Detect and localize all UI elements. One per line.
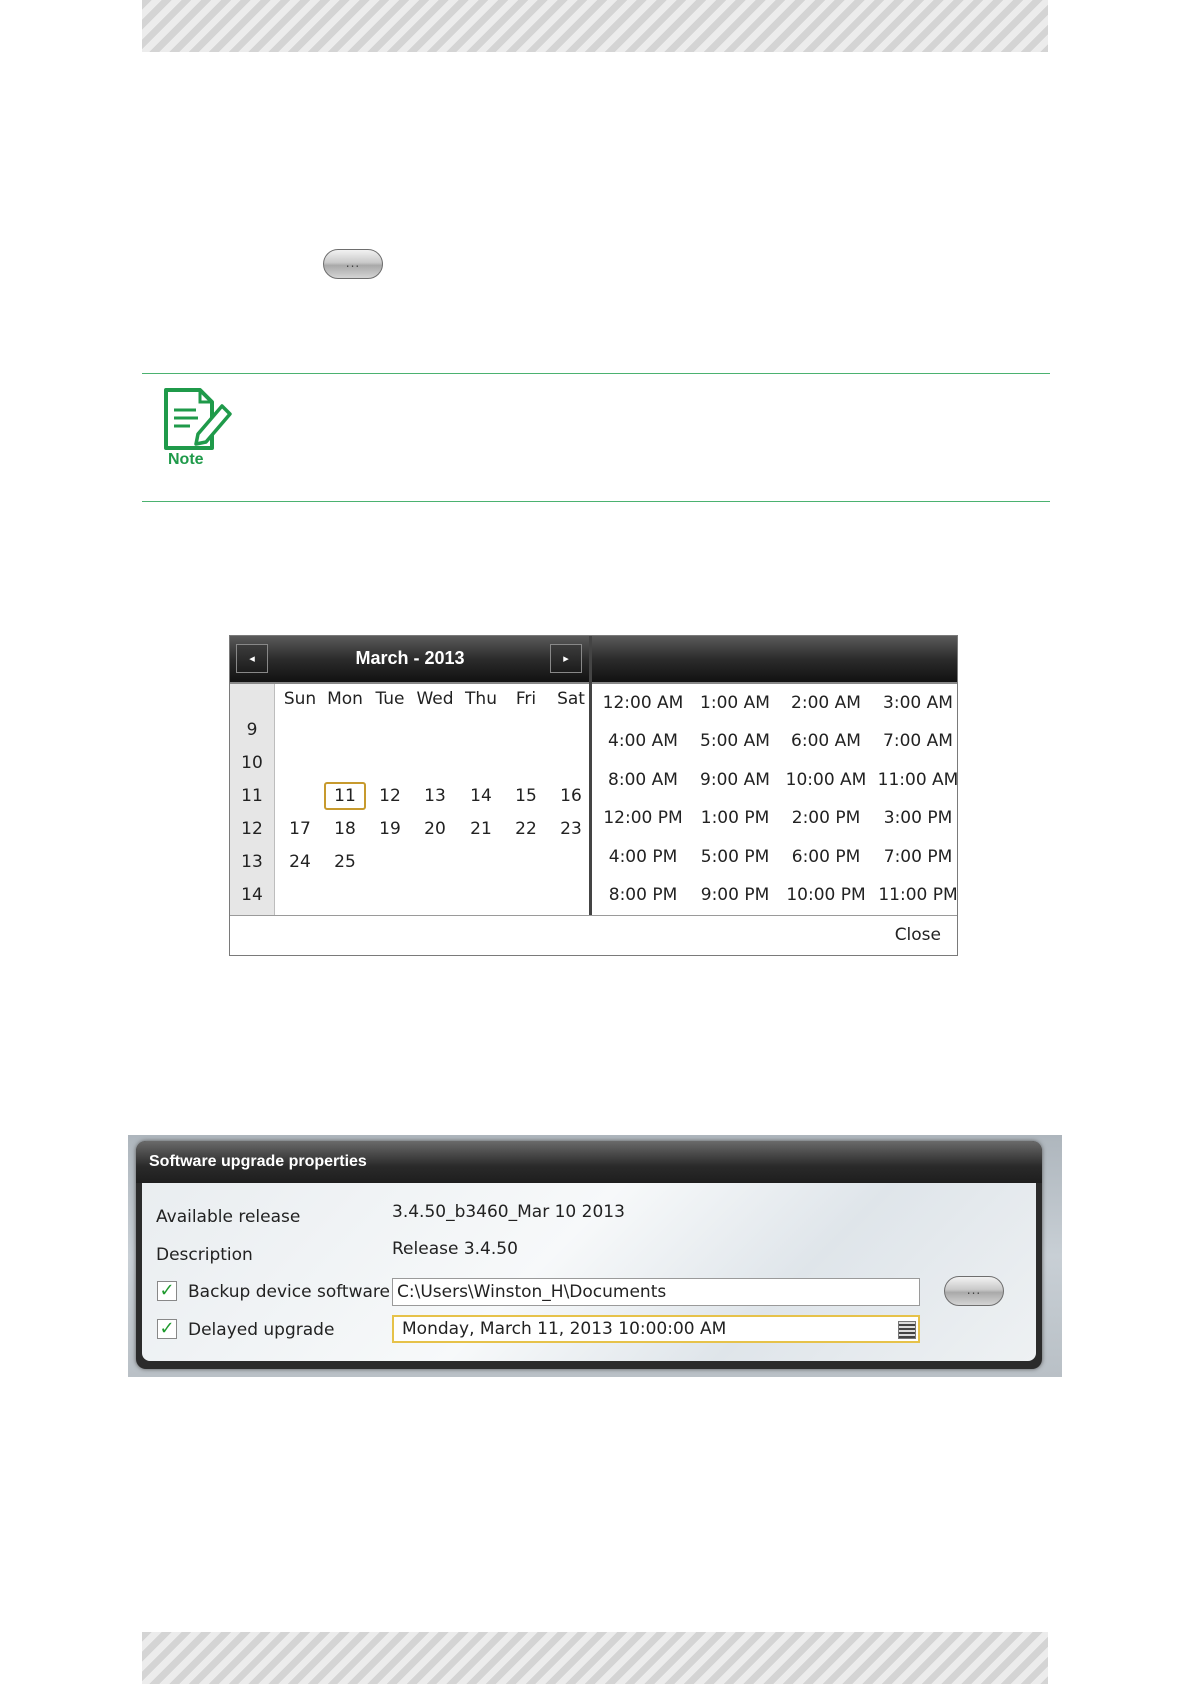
calendar-icon[interactable] <box>898 1321 916 1339</box>
time-option[interactable]: 5:00 PM <box>700 847 770 867</box>
prev-month-button[interactable] <box>236 644 268 673</box>
check-icon: ✓ <box>159 1280 175 1301</box>
time-option[interactable]: 2:00 AM <box>791 693 861 713</box>
software-upgrade-properties <box>128 1135 1062 1377</box>
calendar-day-selected[interactable]: 11 <box>324 782 366 810</box>
day-name-mon: Mon <box>327 689 363 709</box>
note-top-rule <box>142 373 1050 374</box>
properties-title-bar <box>136 1141 1042 1183</box>
week-number: 13 <box>241 852 263 872</box>
day-name-sat: Sat <box>557 689 585 709</box>
note-icon <box>160 388 236 452</box>
calendar-day[interactable]: 15 <box>515 786 537 806</box>
time-option[interactable]: 10:00 PM <box>786 885 866 905</box>
backup-checkbox[interactable] <box>157 1281 177 1301</box>
properties-body <box>142 1183 1036 1361</box>
day-name-sun: Sun <box>283 689 317 709</box>
day-name-fri: Fri <box>515 689 537 709</box>
available-release-label: Available release <box>156 1207 301 1227</box>
calendar-day[interactable]: 20 <box>424 819 446 839</box>
time-option[interactable]: 2:00 PM <box>791 808 861 828</box>
week-number: 14 <box>241 885 263 905</box>
time-option[interactable]: 1:00 PM <box>700 808 770 828</box>
time-option[interactable]: 5:00 AM <box>700 731 770 751</box>
time-option[interactable]: 11:00 AM <box>877 770 959 790</box>
time-option[interactable]: 6:00 PM <box>791 847 861 867</box>
calendar-day[interactable]: 22 <box>515 819 537 839</box>
datetime-picker <box>229 635 958 956</box>
properties-frame <box>136 1141 1042 1369</box>
calendar-day[interactable]: 18 <box>334 819 356 839</box>
time-option[interactable]: 4:00 PM <box>608 847 678 867</box>
chevron-right-icon: ▸ <box>563 652 569 665</box>
calendar-day[interactable]: 14 <box>470 786 492 806</box>
available-release-value: 3.4.50_b3460_Mar 10 2013 <box>392 1202 625 1222</box>
time-option[interactable]: 6:00 AM <box>791 731 861 751</box>
calendar-day[interactable]: 19 <box>379 819 401 839</box>
calendar-day[interactable]: 12 <box>379 786 401 806</box>
picker-divider <box>589 636 592 915</box>
close-button[interactable]: Close <box>894 925 941 945</box>
time-option[interactable]: 9:00 AM <box>700 770 770 790</box>
time-option[interactable]: 11:00 PM <box>878 885 958 905</box>
month-title: March - 2013 <box>355 648 465 668</box>
calendar-day[interactable]: 25 <box>334 852 356 872</box>
page-header-band <box>142 0 1048 52</box>
time-option[interactable]: 9:00 PM <box>700 885 770 905</box>
delayed-datetime-value: Monday, March 11, 2013 10:00:00 AM <box>402 1319 727 1339</box>
calendar-day[interactable]: 24 <box>289 852 311 872</box>
calendar-day[interactable]: 16 <box>560 786 582 806</box>
delayed-datetime-input[interactable] <box>392 1315 920 1343</box>
day-name-tue: Tue <box>375 689 405 709</box>
day-name-thu: Thu <box>465 689 497 709</box>
time-header <box>592 636 957 684</box>
page-footer-band <box>142 1632 1048 1684</box>
time-option[interactable]: 12:00 PM <box>603 808 683 828</box>
description-label: Description <box>156 1245 253 1265</box>
calendar-day[interactable]: 13 <box>424 786 446 806</box>
week-number: 10 <box>241 753 263 773</box>
picker-footer <box>230 915 957 956</box>
day-name-wed: Wed <box>416 689 454 709</box>
time-option[interactable]: 4:00 AM <box>608 731 678 751</box>
browse-path-button[interactable]: ... <box>944 1276 1004 1306</box>
check-icon: ✓ <box>159 1318 175 1339</box>
time-option[interactable]: 7:00 PM <box>883 847 953 867</box>
note-bottom-rule <box>142 501 1050 502</box>
calendar-day[interactable]: 17 <box>289 819 311 839</box>
properties-title: Software upgrade properties <box>149 1153 367 1170</box>
delayed-upgrade-label: Delayed upgrade <box>188 1320 335 1340</box>
time-option[interactable]: 1:00 AM <box>700 693 770 713</box>
time-option[interactable]: 12:00 AM <box>602 693 684 713</box>
calendar-header <box>230 636 589 684</box>
calendar-day[interactable]: 23 <box>560 819 582 839</box>
backup-path-input[interactable]: C:\Users\Winston_H\Documents <box>392 1278 920 1306</box>
time-option[interactable]: 3:00 AM <box>883 693 953 713</box>
browse-ellipsis-button[interactable]: ... <box>323 249 383 279</box>
calendar-day[interactable]: 21 <box>470 819 492 839</box>
note-label: Note <box>168 451 204 468</box>
chevron-left-icon: ◂ <box>249 652 255 665</box>
week-number: 11 <box>241 786 263 806</box>
next-month-button[interactable] <box>550 644 582 673</box>
week-number: 9 <box>246 720 258 740</box>
time-option[interactable]: 7:00 AM <box>883 731 953 751</box>
time-option[interactable]: 8:00 PM <box>608 885 678 905</box>
week-number: 12 <box>241 819 263 839</box>
time-option[interactable]: 8:00 AM <box>608 770 678 790</box>
time-option[interactable]: 10:00 AM <box>785 770 867 790</box>
delayed-upgrade-checkbox[interactable] <box>157 1319 177 1339</box>
backup-label: Backup device software <box>188 1282 390 1302</box>
description-value: Release 3.4.50 <box>392 1239 518 1259</box>
time-option[interactable]: 3:00 PM <box>883 808 953 828</box>
